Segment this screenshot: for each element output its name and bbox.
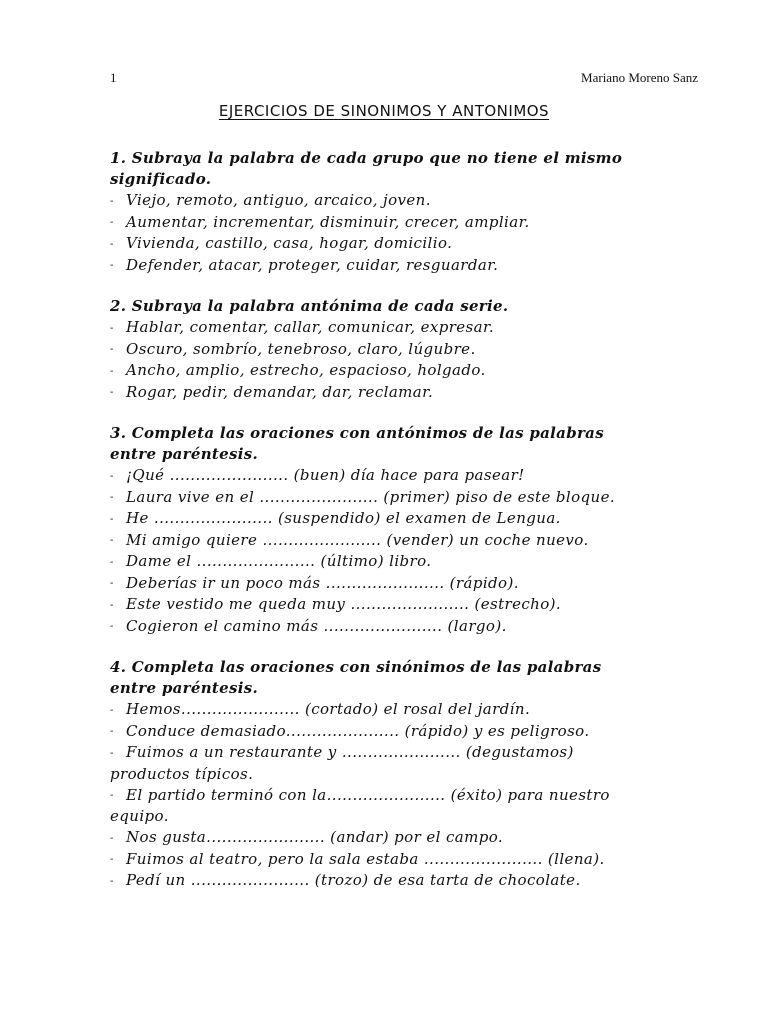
dash-bullet: - (110, 704, 114, 716)
list-item: - Cogieron el camino más ....................... (largo). (110, 616, 650, 638)
exercise-heading: 2. Subraya la palabra antónima de cada serie. (110, 297, 509, 315)
exercise-heading: 1. Subraya la palabra de cada grupo que no tiene el mismo significado. (110, 149, 623, 188)
list-item: - Este vestido me queda muy ....................... (estrecho). (110, 594, 650, 616)
dash-bullet: - (110, 578, 114, 589)
list-item: - Vivienda, castillo, casa, hogar, domicilio. (110, 233, 650, 255)
exercise-content (110, 148, 650, 912)
list-item: - Fuimos al teatro, pero la sala estaba ....................... (llena). (110, 849, 650, 871)
list-item: - Fuimos a un restaurante y ....................... (degustamos) productos típicos. (110, 743, 574, 783)
dash-bullet: - (110, 260, 114, 271)
dash-bullet: - (110, 726, 114, 737)
list-item: - Hablar, comentar, callar, comunicar, expresar. (110, 317, 650, 339)
page-number: 1 (110, 70, 117, 85)
exercise-2 (110, 296, 650, 403)
list-item: - Hemos....................... (cortado) el rosal del jardín. (110, 699, 650, 721)
list-item: - ¡Qué ....................... (buen) día hace para pasear! (110, 465, 650, 487)
list-item: - Defender, atacar, proteger, cuidar, resguardar. (110, 255, 650, 277)
list-item: - Viejo, remoto, antiguo, arcaico, joven. (110, 190, 650, 212)
dash-bullet: - (110, 832, 114, 844)
exercise-1 (110, 148, 650, 276)
list-item: - Deberías ir un poco más ....................... (rápido). (110, 573, 650, 595)
exercise-items (110, 699, 650, 892)
list-item: - Rogar, pedir, demandar, dar, reclamar. (110, 382, 650, 404)
list-item: - Pedí un ....................... (trozo) de esa tarta de chocolate. (110, 870, 650, 892)
exercise-items (110, 465, 650, 637)
dash-bullet: - (110, 556, 114, 568)
list-item: - Laura vive en el ....................... (primer) piso de este bloque. (110, 487, 650, 509)
dash-bullet: - (110, 599, 114, 611)
dash-bullet: - (110, 217, 114, 228)
dash-bullet: - (110, 535, 114, 546)
list-item: - Oscuro, sombrío, tenebroso, claro, lúgubre. (110, 339, 650, 361)
document-title: EJERCICIOS DE SINONIMOS Y ANTONIMOS (218, 102, 550, 120)
exercise-heading: 4. Completa las oraciones con sinónimos de las palabras entre paréntesis. (110, 658, 602, 697)
exercise-items (110, 317, 650, 403)
dash-bullet: - (110, 513, 114, 525)
list-item: - He ....................... (suspendido) el examen de Lengua. (110, 508, 650, 530)
dash-bullet: - (110, 621, 114, 632)
list-item: - Ancho, amplio, estrecho, espacioso, holgado. (110, 360, 650, 382)
list-item: - Dame el ....................... (último) libro. (110, 551, 650, 573)
list-item: - El partido terminó con la....................... (éxito) para nuestro equipo. (110, 785, 610, 825)
dash-bullet: - (110, 365, 114, 377)
exercise-4 (110, 657, 650, 892)
dash-bullet: - (110, 387, 114, 398)
exercise-heading: 3. Completa las oraciones con antónimos de las palabras entre paréntesis. (110, 424, 604, 463)
dash-bullet: - (110, 344, 114, 355)
dash-bullet: - (110, 238, 114, 250)
list-item: - Mi amigo quiere ....................... (vender) un coche nuevo. (110, 530, 650, 552)
author-name: Mariano Moreno Sanz (581, 70, 698, 85)
list-item: - Nos gusta....................... (andar) por el campo. (110, 827, 650, 849)
dash-bullet: - (110, 195, 114, 207)
page-header (110, 70, 698, 90)
list-item: - Aumentar, incrementar, disminuir, crecer, ampliar. (110, 212, 650, 234)
dash-bullet: - (110, 854, 114, 865)
dash-bullet: - (110, 790, 114, 801)
dash-bullet: - (110, 322, 114, 334)
dash-bullet: - (110, 875, 114, 887)
list-item: - Conduce demasiado...................... (rápido) y es peligroso. (110, 721, 650, 743)
exercise-items (110, 190, 650, 276)
exercise-3 (110, 423, 650, 637)
dash-bullet: - (110, 492, 114, 503)
dash-bullet: - (110, 747, 114, 759)
dash-bullet: - (110, 470, 114, 482)
